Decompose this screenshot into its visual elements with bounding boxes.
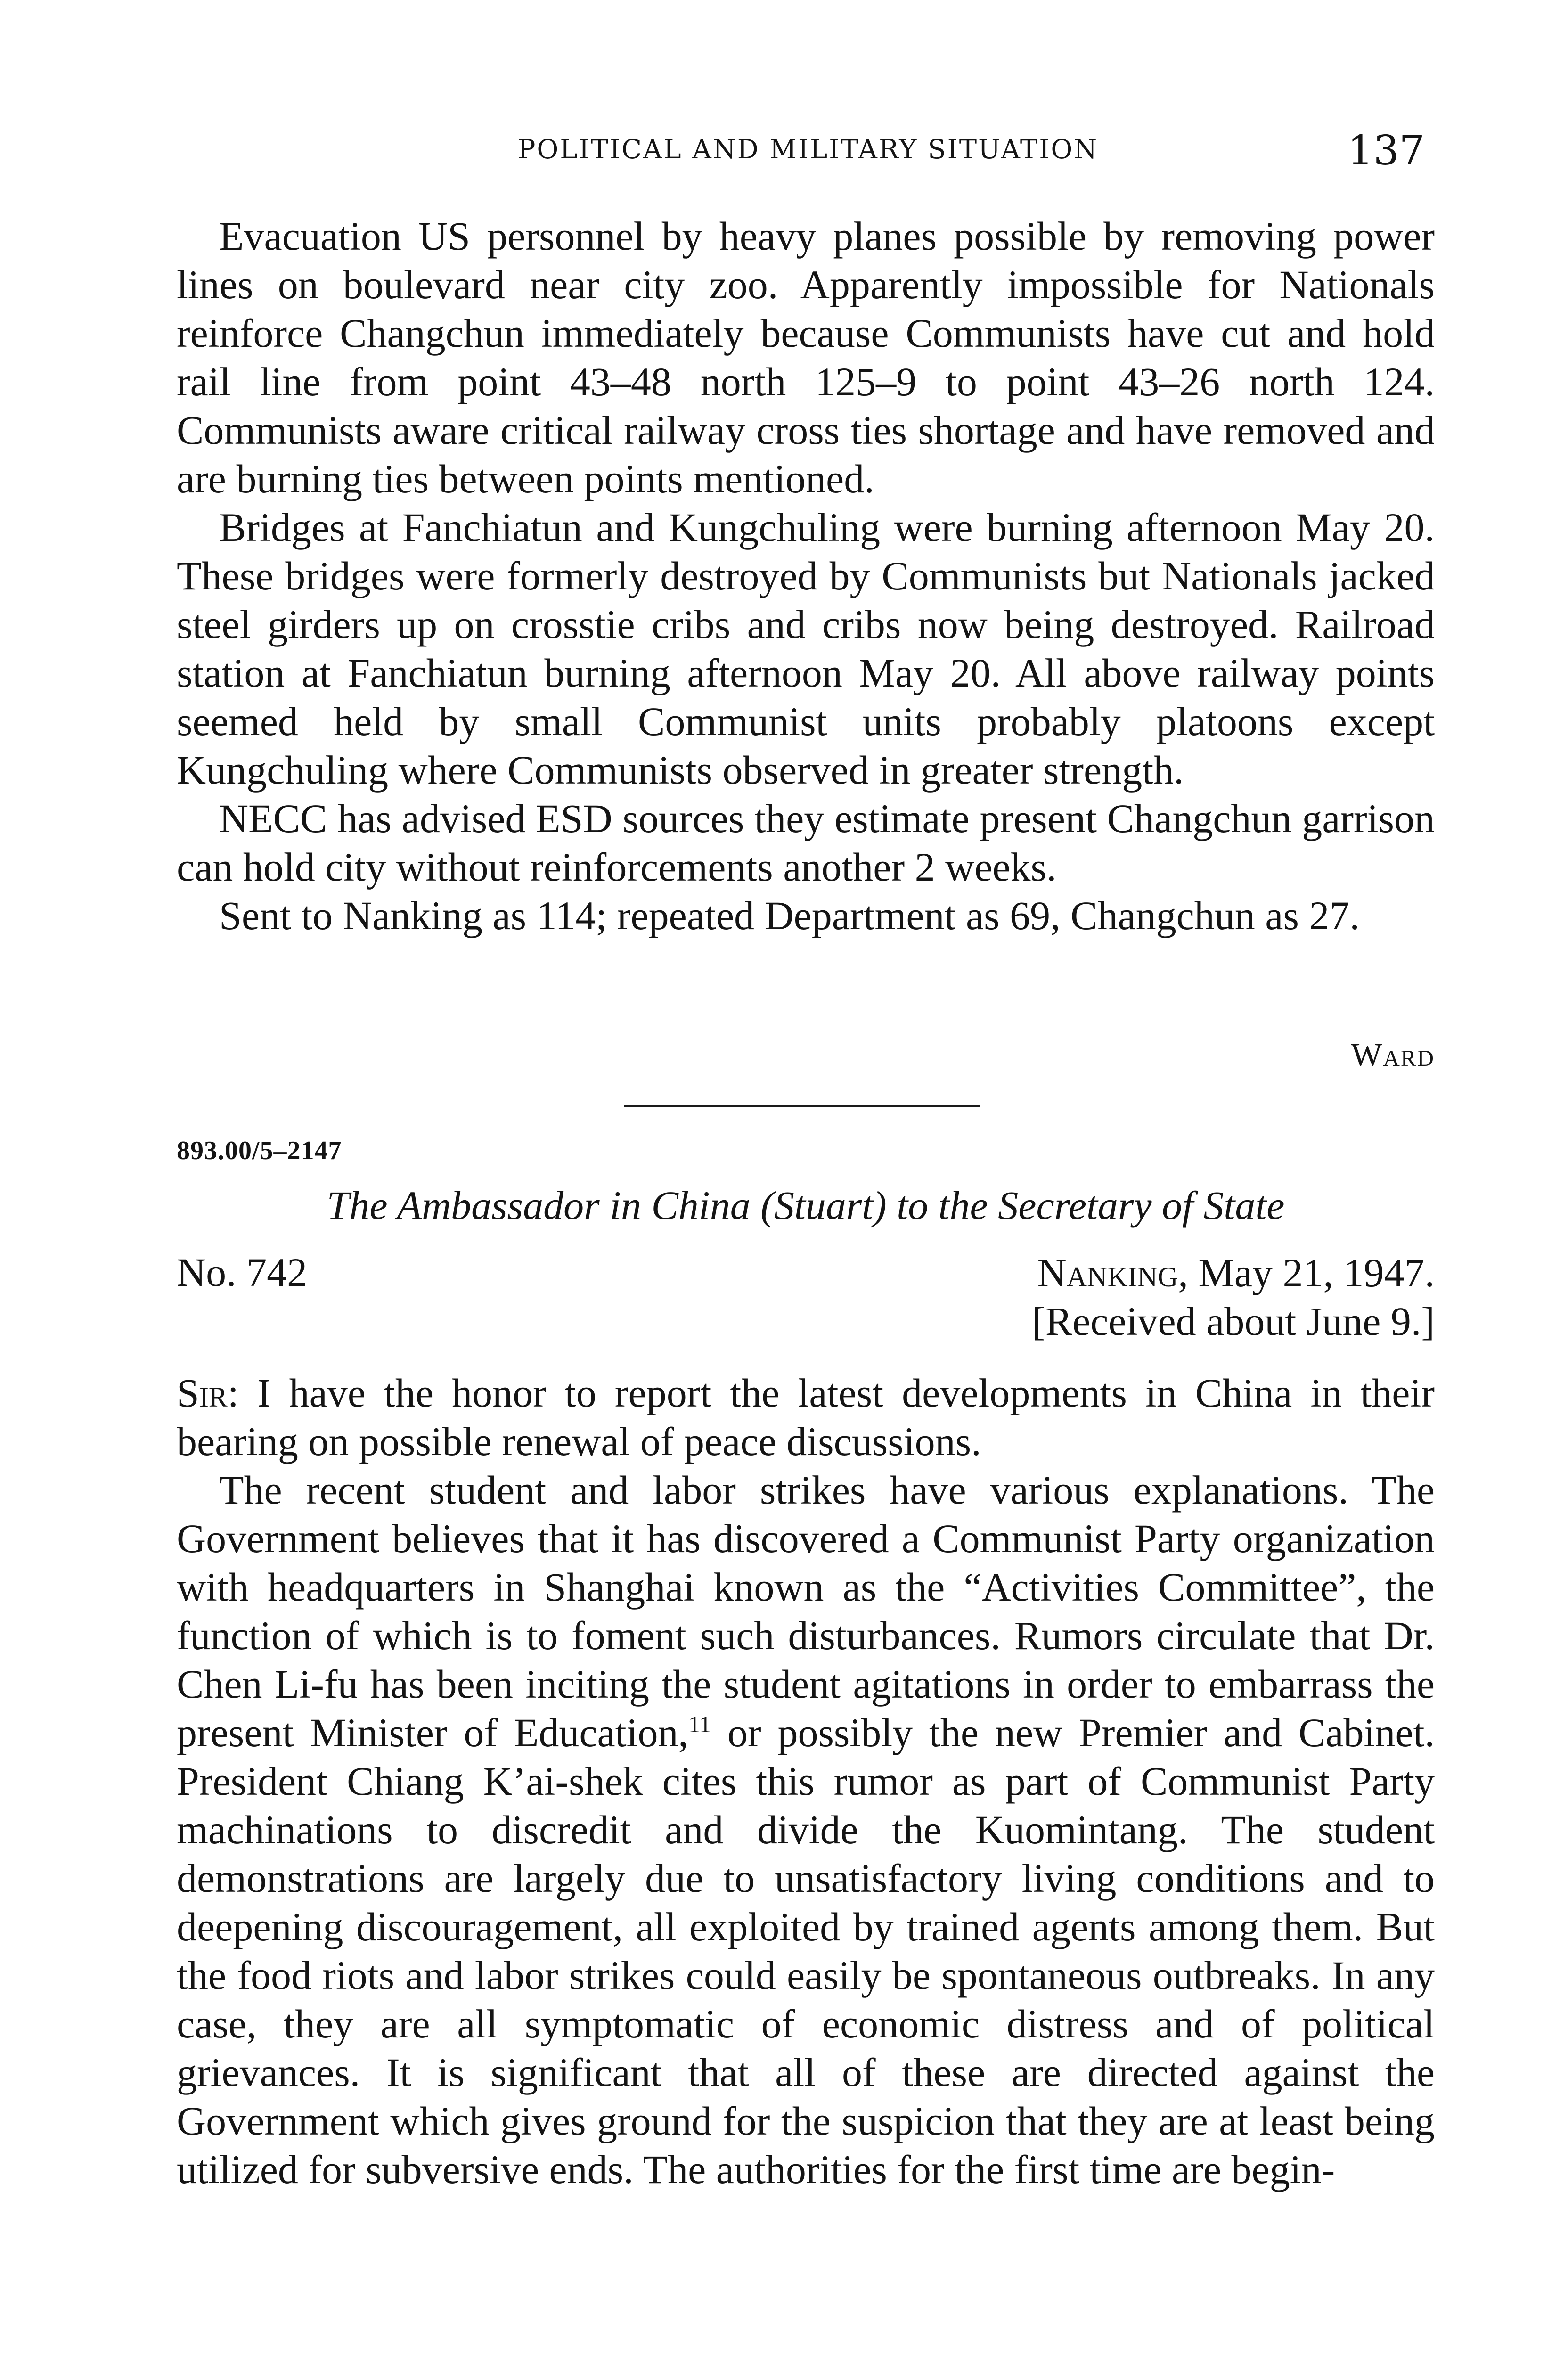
paragraph-text: The recent student and labor strikes have various explanations. The Government believes that it has discovered a Communist Party organization with headquarters in Shanghai known as the “Activities Committee”, the function of which is to foment such disturbances. Rumors circulate that Dr. Chen Li-fu has been inciting the student agitations in order to embarrass the present Minister of Education, xyxy=(177,1467,1435,1755)
document-title: The Ambassador in China (Stuart) to the Secretary of State xyxy=(327,1183,1285,1228)
salutation: Sir xyxy=(177,1370,228,1415)
paragraph-text: or possibly the new Premier and Cabinet. President Chiang K’ai-shek cites this rumor as part of Communist Party machinations to discredit and divide the Kuomintang. The student demonstrations are largely due to unsatisfactory living conditions and to deepening discouragement, all exploited by trained agents among them. But the food riots and labor strikes could easily be spontaneous outbreaks. In any case, they are all symptomatic of economic distress and of political grievances. It is significant that all of these are directed against the Government which gives ground for the suspicion that they are at least being utilized for subversive ends. The authorities for the first time are begin- xyxy=(177,1710,1435,2192)
running-head: POLITICAL AND MILITARY SITUATION xyxy=(517,134,1099,165)
section-divider xyxy=(624,1105,980,1107)
salutation-paragraph xyxy=(177,1369,1435,1466)
body-paragraph: Evacuation US personnel by heavy planes possible by removing power lines on boulevard near city zoo. Apparently impossible for Nationals reinforce Changchun immediately because Communists have cut and hold rail line from point 43–48 north 125–9 to point 43–26 north 124. Communists aware critical railway cross ties shortage and have removed and are burning ties between points mentioned. xyxy=(177,213,1435,501)
body-paragraph: Bridges at Fanchiatun and Kungchuling were burning afternoon May 20. These bridges were formerly destroyed by Communists but Nationals jacked steel girders up on crosstie cribs and cribs now being destroyed. Railroad station at Fanchiatun burning afternoon May 20. All above railway points seemed held by small Communist units probably platoons except Kungchuling where Communists observed in greater strength. xyxy=(177,505,1435,793)
footnote-reference[interactable]: 11 xyxy=(688,1711,711,1737)
despatch-number: No. 742 xyxy=(177,1250,308,1295)
despatch-body xyxy=(177,1369,1435,2194)
body-paragraph: NECC has advised ESD sources they estimate present Changchun garrison can hold city without reinforcements another 2 weeks. xyxy=(177,796,1435,890)
dateline-date: , May 21, 1947. xyxy=(1178,1250,1435,1295)
file-reference: 893.00/5–2147 xyxy=(177,1136,342,1165)
page-number: 137 xyxy=(1348,127,1425,174)
dateline xyxy=(895,1249,1435,1297)
dateline-place: Nanking xyxy=(1037,1250,1178,1295)
body-paragraph xyxy=(177,1466,1435,2194)
salutation-text: : I have the honor to report the latest developments in China in their bearing on possible renewal of peace discussions. xyxy=(177,1370,1435,1464)
telegram-body xyxy=(177,212,1435,940)
body-paragraph: Sent to Nanking as 114; repeated Department as 69, Changchun as 27. xyxy=(219,893,1360,938)
place-and-date xyxy=(895,1249,1435,1346)
received-note: [Received about June 9.] xyxy=(1032,1299,1435,1344)
signature: Ward xyxy=(1351,1037,1435,1073)
